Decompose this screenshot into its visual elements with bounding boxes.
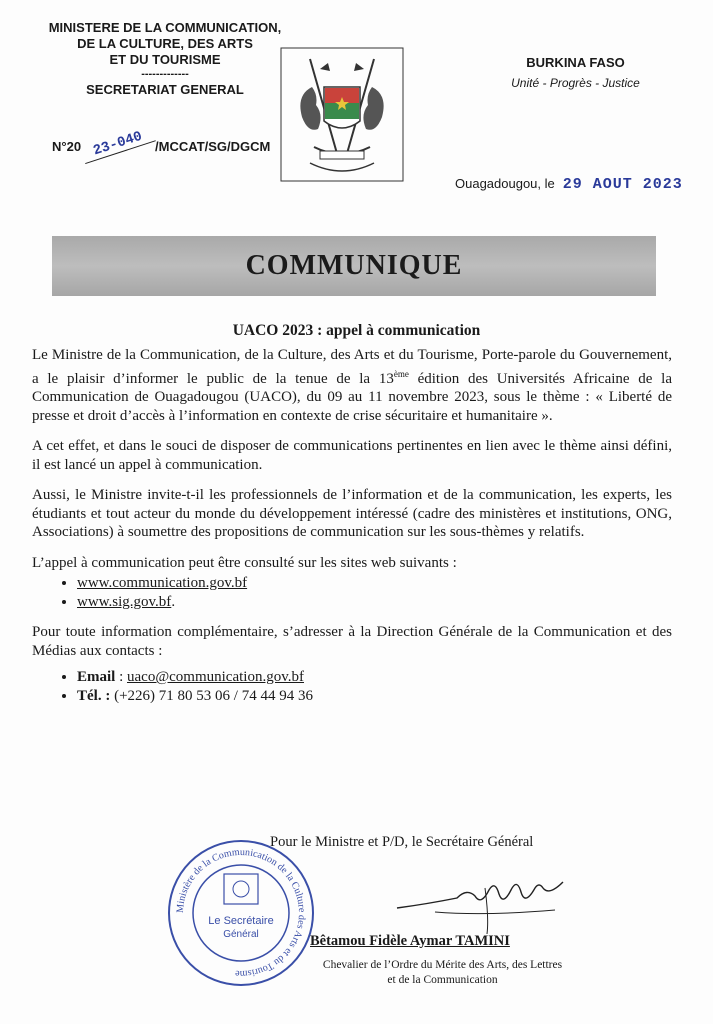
paragraph-1 [32, 346, 672, 425]
ref-prefix: N°20 [52, 139, 82, 154]
communique-body [32, 346, 672, 717]
list-item [77, 574, 672, 593]
signatory-title-line-2: et de la Communication [387, 974, 498, 986]
ministry-line-2: DE LA CULTURE, DES ARTS [77, 36, 253, 51]
tel-value: (+226) 71 80 53 06 / 74 44 94 36 [114, 687, 313, 704]
place-date [455, 176, 683, 193]
paragraph-2: A cet effet, et dans le souci de disposer de communications pertinentes en lien avec le thème ainsi défini, il est lancé un appel à communication. [32, 438, 672, 473]
email-label: Email [77, 669, 116, 685]
banner-title: COMMUNIQUE [245, 250, 463, 281]
tel-label: Tél. : [77, 687, 111, 704]
svg-text:Ministère de la Communication [175, 847, 307, 979]
date-stamp: 29 AOUT 2023 [562, 176, 683, 193]
ref-suffix: /MCCAT/SG/DGCM [155, 139, 271, 154]
seal-ring-text: Ministère de la Communication de la Culture des Arts et du Tourisme [174, 846, 308, 980]
paragraph-5: Pour toute information complémentaire, s’adresser à la Direction Générale de la Communication et des Médias aux contacts : [32, 624, 672, 659]
website-list [32, 574, 672, 611]
coat-of-arms-icon [280, 47, 404, 182]
paragraph-3: Aussi, le Ministre invite-t-il les professionnels de l’information et de la communication, les experts, les étudiants et tout acteur du monde du développement intéressé (cadre des ministères et institutions, ONG, Associations) à soumettre des propositions de communication sur les sous-thèmes y relatifs. [32, 487, 672, 540]
paragraph-4: L’appel à communication peut être consulté sur les sites web suivants : [32, 554, 457, 571]
ministry-line-1: MINISTERE DE LA COMMUNICATION, [48, 20, 282, 35]
ordinal-superscript: ème [393, 368, 409, 379]
list-item [77, 593, 672, 612]
website-link-1[interactable]: www.communication.gov.bf [77, 575, 248, 591]
ministry-header [30, 20, 300, 98]
communique-banner [52, 236, 656, 296]
website-trailing-period: . [171, 593, 176, 610]
secretariat-label: SECRETARIAT GENERAL [86, 82, 244, 97]
paragraph-1-text-b: édition des Universités Africaine de la Communication de Ouagadougou (UACO), du 09 au 11 novembre 2023, sous le thème : « Liberté de presse et droit d’accès à l’information en contexte de crise sécuritaire et humanitaire ». [32, 370, 673, 424]
paragraph-1-text-a: Le Ministre de la Communication, de la Culture, des Arts et du Tourisme, Porte-parole du Gouvernement, a le plaisir d’informer le public de la tenue de la 13 [32, 347, 672, 387]
signature-line: Pour le Ministre et P/D, le Secrétaire Général [270, 834, 534, 850]
signatory-title-line-1: Chevalier de l’Ordre du Mérite des Arts, des Lettres [322, 959, 563, 971]
signatory-title [290, 958, 595, 988]
ref-handwritten-number: 23-040 [80, 125, 156, 164]
country-name: BURKINA FASO [526, 55, 625, 70]
ministry-line-3: ET DU TOURISME [109, 52, 221, 67]
website-link-2[interactable]: www.sig.gov.bf [77, 593, 172, 610]
reference-number [52, 128, 271, 160]
seal-center-line-2: Général [223, 929, 259, 940]
place-label: Ouagadougou, le [455, 176, 555, 191]
list-item: • Email : uaco@communication.gov.bf [77, 668, 672, 687]
list-item [77, 687, 672, 706]
email-link[interactable]: uaco@communication.gov.bf [127, 669, 304, 685]
signatory-name: Bêtamou Fidèle Aymar TAMINI [310, 933, 510, 949]
handwritten-signature-icon [395, 868, 565, 938]
country-motto: Unité - Progrès - Justice [511, 76, 640, 90]
header-separator: ------------- [141, 68, 189, 80]
contact-list [32, 668, 672, 705]
country-header [488, 55, 663, 90]
seal-center-line-1: Le Secrétaire [208, 915, 274, 927]
subject-heading: UACO 2023 : appel à communication [232, 322, 481, 339]
